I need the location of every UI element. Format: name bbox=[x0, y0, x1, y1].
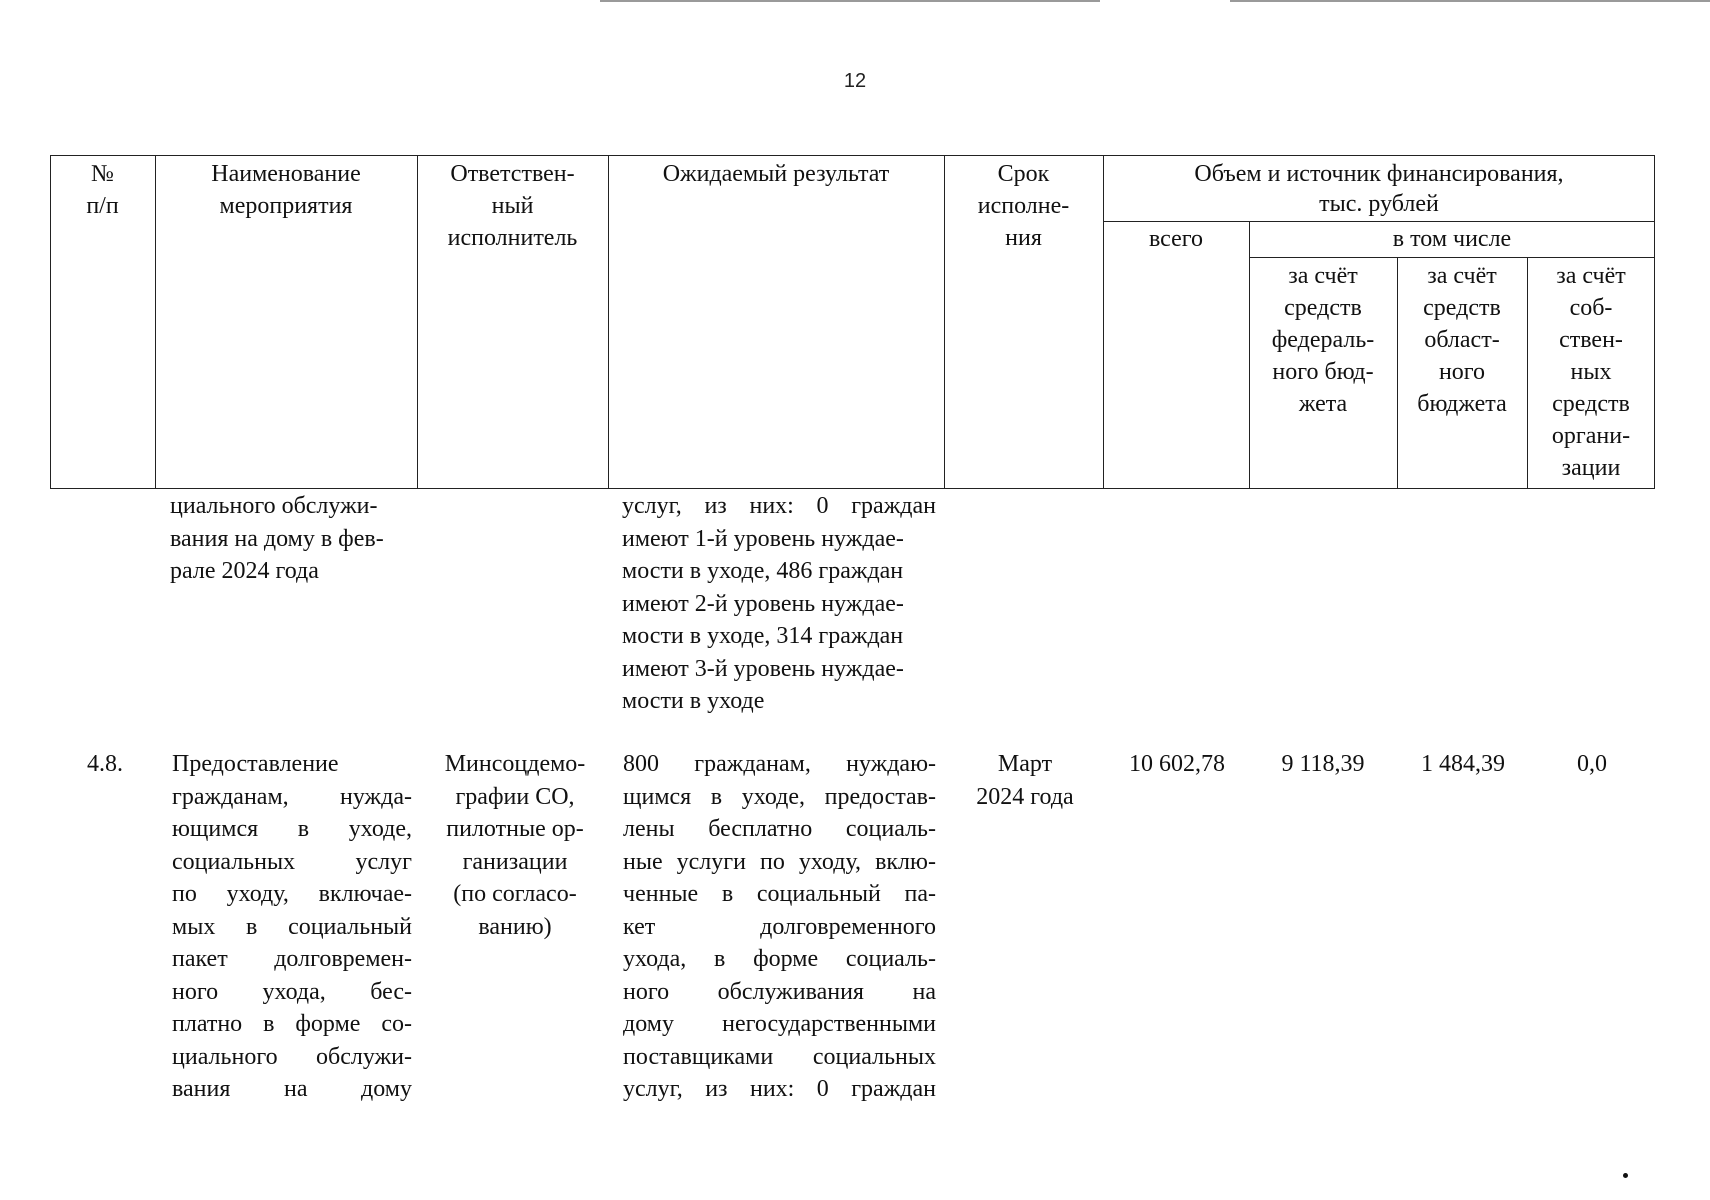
header-text: за счёт bbox=[1288, 263, 1358, 289]
scan-artifact-line bbox=[1230, 0, 1710, 2]
word: обслужи- bbox=[316, 1043, 412, 1070]
row-number: 4.8. bbox=[87, 751, 123, 777]
word: в bbox=[263, 1011, 275, 1037]
header-text: жета bbox=[1298, 391, 1348, 417]
word: из bbox=[705, 1076, 728, 1102]
header-text: всего bbox=[1148, 226, 1204, 252]
text-line: циального обслужи- bbox=[170, 493, 378, 519]
text-line bbox=[623, 781, 936, 814]
word: мых bbox=[172, 913, 216, 940]
word: обслуживания bbox=[717, 978, 864, 1005]
header-text: средств bbox=[1552, 391, 1630, 417]
word: из bbox=[704, 493, 727, 519]
text-line bbox=[623, 911, 936, 944]
word: предостав- bbox=[824, 783, 936, 810]
word: них: bbox=[749, 493, 794, 519]
word: в bbox=[246, 913, 258, 940]
word: дому bbox=[361, 1076, 412, 1102]
text-line bbox=[172, 1041, 412, 1074]
header-text: органи- bbox=[1551, 423, 1631, 449]
text-line: рале 2024 года bbox=[170, 558, 319, 584]
text-line bbox=[172, 781, 412, 814]
text-line: имеют 3-й уровень нуждае- bbox=[622, 655, 904, 682]
word: услуг, bbox=[622, 493, 682, 519]
word: гражданам, bbox=[172, 783, 289, 810]
word: бесплатно bbox=[708, 816, 813, 842]
word: щимся bbox=[623, 783, 692, 810]
word: в bbox=[714, 946, 726, 972]
word: на bbox=[912, 978, 936, 1005]
header-text: федераль- bbox=[1271, 327, 1375, 353]
header-col-including bbox=[1249, 223, 1655, 255]
text-line bbox=[172, 813, 412, 846]
row-total-value: 10 602,78 bbox=[1129, 751, 1225, 777]
word: услуги bbox=[676, 848, 746, 875]
scan-speck bbox=[1623, 1173, 1628, 1178]
word: социальный bbox=[756, 881, 881, 907]
header-col-responsible bbox=[417, 158, 608, 254]
word: ченные bbox=[623, 881, 699, 907]
word: социаль- bbox=[845, 946, 936, 972]
word: услуг, bbox=[623, 1076, 683, 1102]
text-line bbox=[623, 846, 936, 879]
word: граждан bbox=[851, 493, 936, 519]
word: в bbox=[710, 783, 723, 810]
text-line bbox=[622, 490, 936, 523]
header-text: п/п bbox=[86, 193, 119, 219]
header-text: Срок bbox=[997, 161, 1050, 187]
col-divider bbox=[608, 155, 609, 489]
header-text: в том числе bbox=[1392, 226, 1512, 252]
word: уходе, bbox=[348, 816, 412, 842]
word: вания bbox=[172, 1076, 231, 1102]
text-line: графии СО, bbox=[455, 783, 575, 810]
text-line: 2024 года bbox=[976, 783, 1074, 810]
word: нужда- bbox=[340, 783, 412, 810]
header-text: соб- bbox=[1569, 295, 1613, 321]
text-line: Предоставление bbox=[172, 751, 339, 777]
text-line: имеют 2-й уровень нуждае- bbox=[622, 590, 904, 617]
header-text: за счёт bbox=[1427, 263, 1497, 289]
header-text: област- bbox=[1424, 327, 1500, 353]
page-number: 12 bbox=[843, 70, 867, 92]
row-result-cell bbox=[623, 748, 936, 1106]
text-line: мости в уходе, 486 граждан bbox=[622, 558, 904, 584]
word: по bbox=[759, 848, 785, 875]
word: лены bbox=[623, 816, 675, 842]
continuation-result-cell bbox=[622, 490, 936, 718]
header-col-regional bbox=[1397, 260, 1527, 420]
header-col-total bbox=[1103, 223, 1249, 255]
word: ные bbox=[623, 848, 663, 875]
word: вклю- bbox=[875, 848, 936, 875]
header-text: ный bbox=[491, 193, 534, 219]
word: платно bbox=[172, 1011, 243, 1037]
word: социальный bbox=[288, 913, 412, 940]
row-federal-value: 9 118,39 bbox=[1281, 751, 1365, 777]
word: в bbox=[297, 816, 310, 842]
text-line bbox=[172, 1008, 412, 1041]
word: поставщиками bbox=[623, 1043, 774, 1070]
header-text: ных bbox=[1570, 359, 1612, 385]
word: уходу, bbox=[226, 881, 289, 907]
text-line bbox=[172, 846, 412, 879]
header-text: Ответствен- bbox=[450, 161, 575, 187]
header-col-result bbox=[608, 158, 944, 190]
word: на bbox=[283, 1076, 308, 1102]
text-line: мости в уходе, 314 граждан bbox=[622, 623, 904, 649]
row-divider bbox=[1249, 257, 1655, 258]
header-text: средств bbox=[1423, 295, 1501, 321]
row-responsible-cell bbox=[425, 748, 605, 943]
word: в bbox=[721, 881, 734, 907]
header-text: исполнитель bbox=[447, 225, 578, 251]
header-text: ствен- bbox=[1559, 327, 1623, 353]
text-line bbox=[623, 1073, 936, 1106]
word: граждан bbox=[851, 1076, 936, 1102]
word: форме bbox=[753, 946, 819, 972]
word: ного bbox=[623, 978, 670, 1005]
header-text: ного bbox=[1438, 359, 1486, 385]
word: долговремен- bbox=[274, 946, 412, 972]
word: ного bbox=[172, 978, 219, 1005]
text-line bbox=[172, 943, 412, 976]
header-text: Ожидаемый результат bbox=[662, 161, 890, 187]
word: включае- bbox=[318, 881, 412, 907]
text-line bbox=[172, 878, 412, 911]
text-line: ганизации bbox=[462, 848, 568, 875]
word: нуждаю- bbox=[846, 751, 936, 777]
word: со- bbox=[381, 1011, 412, 1037]
word: 800 bbox=[623, 751, 659, 777]
header-text: Объем и источник финансирования, bbox=[1194, 161, 1564, 187]
text-line bbox=[623, 748, 936, 781]
text-line: пилотные ор- bbox=[446, 816, 584, 842]
text-line bbox=[623, 878, 936, 911]
text-line bbox=[623, 943, 936, 976]
text-line bbox=[172, 911, 412, 944]
header-col-name bbox=[155, 158, 417, 222]
row-own-value: 0,0 bbox=[1577, 751, 1607, 777]
text-line: Март bbox=[997, 751, 1053, 777]
text-line: (по согласо- bbox=[453, 881, 577, 907]
text-line bbox=[172, 976, 412, 1009]
text-line bbox=[623, 1008, 936, 1041]
word: негосударственными bbox=[722, 1011, 936, 1037]
header-text: ния bbox=[1005, 225, 1042, 251]
word: социальных bbox=[812, 1043, 936, 1070]
continuation-name-cell bbox=[170, 490, 415, 588]
header-text: средств bbox=[1284, 295, 1362, 321]
word: циального bbox=[172, 1043, 278, 1070]
row-regional-value: 1 484,39 bbox=[1421, 751, 1505, 777]
text-line: имеют 1-й уровень нуждае- bbox=[622, 525, 904, 552]
word: форме bbox=[295, 1011, 361, 1037]
header-col-federal bbox=[1249, 260, 1397, 420]
header-text: за счёт bbox=[1556, 263, 1626, 289]
text-line: ванию) bbox=[478, 913, 552, 940]
text-line bbox=[623, 976, 936, 1009]
header-text: исполне- bbox=[977, 193, 1070, 219]
word: па- bbox=[904, 881, 936, 907]
word: уходе, bbox=[741, 783, 805, 810]
header-col-term bbox=[944, 158, 1103, 254]
word: ющимся bbox=[172, 816, 259, 842]
header-text: зации bbox=[1561, 455, 1621, 481]
word: долговременного bbox=[760, 913, 936, 940]
word: кет bbox=[623, 913, 656, 940]
header-col-num bbox=[50, 158, 155, 222]
header-text: тыс. рублей bbox=[1319, 191, 1439, 217]
word: ухода, bbox=[623, 946, 687, 972]
header-text: ного бюд- bbox=[1272, 359, 1374, 385]
header-text: мероприятия bbox=[219, 193, 353, 219]
word: бес- bbox=[370, 978, 412, 1005]
word: по bbox=[172, 881, 197, 907]
scan-artifact-line bbox=[600, 0, 1100, 2]
word: пакет bbox=[172, 946, 228, 972]
row-name-cell bbox=[172, 748, 412, 1106]
header-text: № bbox=[91, 161, 114, 187]
word: дому bbox=[623, 1011, 674, 1037]
row-term-cell bbox=[950, 748, 1100, 813]
word: 0 bbox=[816, 1076, 829, 1102]
word: 0 bbox=[816, 493, 829, 519]
text-line: Минсоцдемо- bbox=[444, 751, 586, 777]
word: гражданам, bbox=[694, 751, 811, 777]
word: услуг bbox=[355, 848, 412, 875]
header-text: Наименование bbox=[211, 161, 361, 187]
header-col-own bbox=[1527, 260, 1655, 484]
word: ухода, bbox=[262, 978, 326, 1005]
row-divider bbox=[1103, 221, 1655, 222]
text-line bbox=[623, 1041, 936, 1074]
text-line: вания на дому в фев- bbox=[170, 525, 384, 552]
word: социальных bbox=[172, 848, 296, 875]
header-text: бюджета bbox=[1417, 391, 1507, 417]
text-line: мости в уходе bbox=[622, 688, 765, 714]
word: уходу, bbox=[798, 848, 862, 875]
text-line bbox=[623, 813, 936, 846]
word: них: bbox=[749, 1076, 795, 1102]
header-col-finance bbox=[1103, 158, 1655, 218]
word: социаль- bbox=[845, 816, 936, 842]
text-line bbox=[172, 1073, 412, 1106]
